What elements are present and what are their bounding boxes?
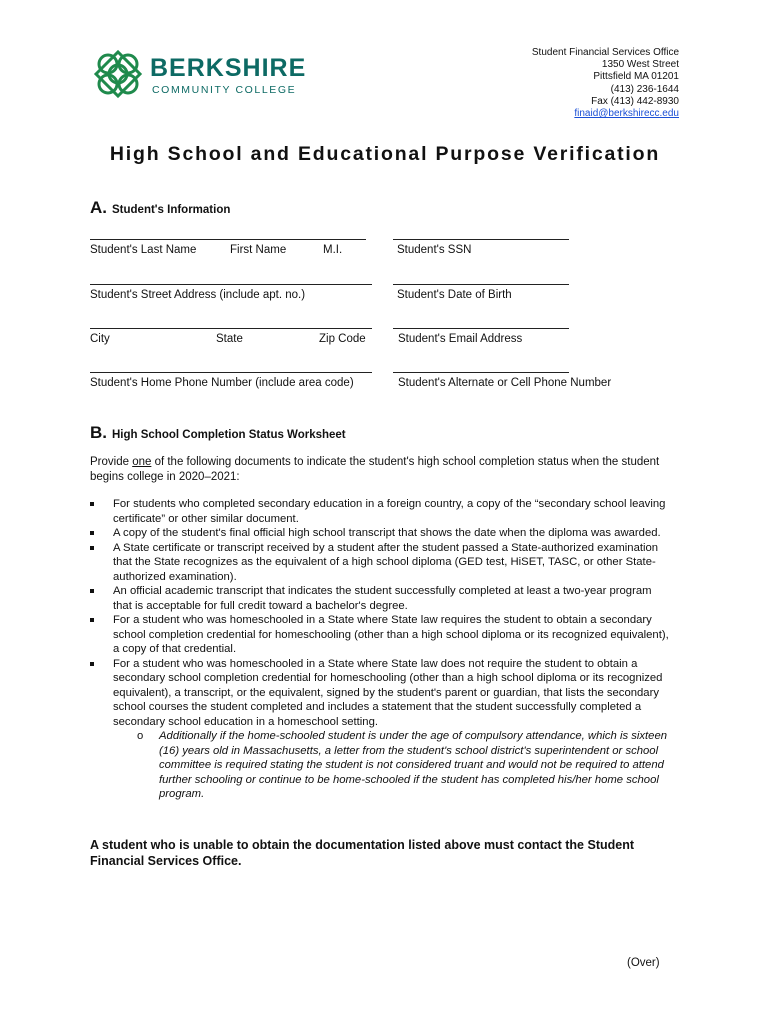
sub-list-item-text: Additionally if the home-schooled student is under the age of compulsory attendance, which is sixteen (16) years old in Massachusetts, a letter from the student's school district's superintendent or school committee is required stating the student is not considered truant and would not be required to attend further schooling or continue to be home-schooled if the student has completed his/her home school program. bbox=[159, 730, 668, 800]
ssn-label: Student's SSN bbox=[397, 244, 472, 256]
office-city: Pittsfield MA 01201 bbox=[593, 71, 679, 83]
email-label: Student's Email Address bbox=[398, 333, 523, 345]
knot-emblem-icon bbox=[90, 46, 146, 102]
ssn-line[interactable] bbox=[393, 239, 569, 240]
list-item-text: For a student who was homeschooled in a State where State law requires the student to obtain a secondary school completion credential for homeschooling (other than a high school diploma or its recognized equivalent), a copy of that credential. bbox=[113, 614, 669, 655]
list-item bbox=[90, 541, 670, 585]
section-b-title: High School Completion Status Worksheet bbox=[112, 429, 346, 441]
state-label: State bbox=[216, 333, 243, 345]
zip-label: Zip Code bbox=[319, 333, 366, 345]
mi-label: M.I. bbox=[323, 244, 343, 256]
bullet-square-icon bbox=[90, 531, 94, 535]
intro-post: of the following documents to indicate the student's high school completion status when the student begins college in 2020–2021: bbox=[90, 456, 660, 483]
page-title: High School and Educational Purpose Verification bbox=[109, 143, 661, 165]
intro-pre: Provide bbox=[90, 456, 133, 468]
logo-subtitle: COMMUNITY COLLEGE bbox=[152, 84, 297, 96]
name-line[interactable] bbox=[90, 239, 366, 240]
street-label: Student's Street Address (include apt. no.) bbox=[90, 289, 306, 301]
dob-label: Student's Date of Birth bbox=[397, 289, 512, 301]
section-a-letter: A. bbox=[90, 198, 107, 217]
cell-phone-line[interactable] bbox=[393, 372, 569, 373]
logo-brand: BERKSHIRE bbox=[150, 54, 307, 82]
bullet-square-icon bbox=[90, 618, 94, 622]
bullet-square-icon bbox=[90, 589, 94, 593]
list-item-text: For a student who was homeschooled in a State where State law does not require the student to obtain a secondary school completion credential for homeschooling (other than a high school diploma or its recognized equivalent), a transcript, or the equivalent, signed by the student's parent or guardian, that lists the secondary school courses the student completed and includes a statement that the student successfully completed a secondary school education in a homeschool setting. bbox=[113, 657, 663, 728]
section-b-letter: B. bbox=[90, 423, 107, 442]
office-name: Student Financial Services Office bbox=[531, 47, 679, 58]
list-item-text: A copy of the student's final official high school transcript that shows the date when the diploma was awarded. bbox=[113, 527, 661, 539]
last-name-label: Student's Last Name bbox=[90, 244, 197, 256]
section-b-intro bbox=[90, 455, 660, 485]
cell-phone-label: Student's Alternate or Cell Phone Number bbox=[398, 377, 612, 389]
list-item bbox=[90, 657, 670, 730]
office-fax: Fax (413) 442-8930 bbox=[591, 95, 679, 107]
first-name-label: First Name bbox=[230, 244, 287, 256]
sub-bullet-marker: o bbox=[137, 730, 144, 742]
list-item bbox=[90, 497, 670, 526]
street-line[interactable] bbox=[90, 284, 372, 285]
page-turn-note: (Over) bbox=[627, 957, 660, 969]
home-phone-line[interactable] bbox=[90, 372, 372, 373]
section-a-heading bbox=[90, 198, 230, 218]
list-item-text: A State certificate or transcript received by a student after the student passed a State-authorized examination that the State recognizes as the equivalent of a high school diploma (GED test, HiSET, TASC, or other State-authorized examination). bbox=[113, 541, 659, 583]
dob-line[interactable] bbox=[393, 284, 569, 285]
list-item-text: An official academic transcript that indicates the student successfully completed at least a two-year program that is acceptable for full credit toward a bachelor's degree. bbox=[113, 585, 652, 612]
home-phone-label: Student's Home Phone Number (include area code) bbox=[90, 377, 354, 389]
section-a-title: Student's Information bbox=[112, 204, 231, 216]
office-email-link[interactable]: finaid@berkshirecc.edu bbox=[574, 108, 679, 120]
list-item-text: For students who completed secondary education in a foreign country, a copy of the “secondary school leaving certificate” or other similar document. bbox=[113, 498, 666, 525]
intro-emphasis: one bbox=[132, 456, 152, 468]
office-street: 1350 West Street bbox=[601, 59, 679, 71]
city-label: City bbox=[90, 333, 110, 345]
office-address bbox=[532, 47, 679, 120]
bullet-square-icon bbox=[90, 546, 94, 550]
email-line[interactable] bbox=[393, 328, 569, 329]
bullet-square-icon bbox=[90, 502, 94, 506]
list-item bbox=[90, 584, 670, 613]
sub-list-item bbox=[113, 729, 670, 802]
office-phone: (413) 236-1644 bbox=[610, 83, 679, 95]
list-item bbox=[90, 526, 670, 541]
college-logo bbox=[90, 46, 330, 104]
section-b-heading bbox=[90, 423, 346, 443]
document-list bbox=[90, 497, 670, 802]
bullet-square-icon bbox=[90, 662, 94, 666]
list-item bbox=[90, 613, 670, 657]
contact-notice: A student who is unable to obtain the documentation listed above must contact the Student Financial Services Office. bbox=[90, 838, 635, 868]
city-state-zip-line[interactable] bbox=[90, 328, 372, 329]
